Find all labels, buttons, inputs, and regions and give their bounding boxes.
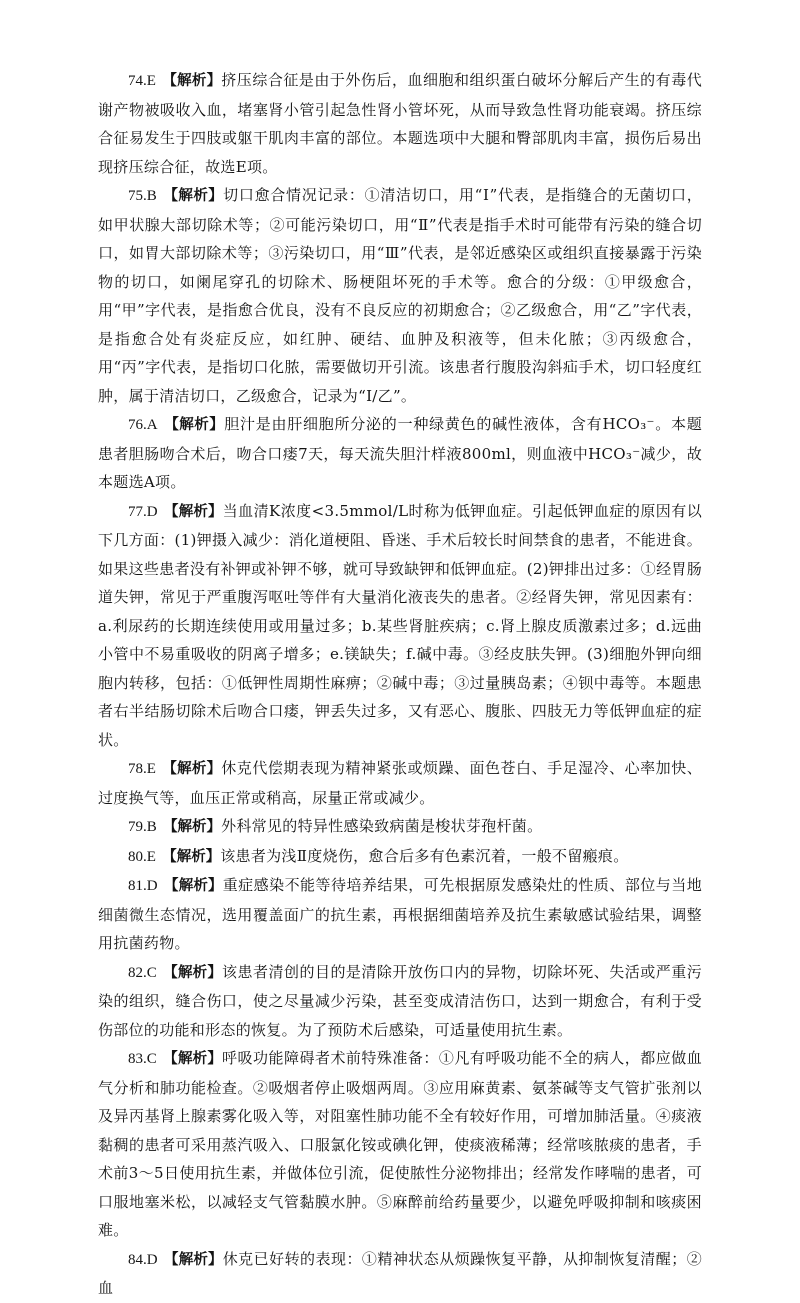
entry-77: 77.D 【解析】当血清K浓度<3.5mmol/L时称为低钾血症。引起低钾血症的原因有以下几方面：(1)钾摄入减少：消化道梗阻、昏迷、手术后较长时间禁食的患者，不能进食。如果这些患者没有补钾或补钾不够，就可导致缺钾和低钾血症。(2)钾排出过多：①经胃肠道失钾，常见于严重腹泻呕吐等伴有大量消化液丧失的患者。②经肾失钾，常见因素有：a.利尿药的长期连续使用或用量过多；b.某些肾脏疾病；c.肾上腺皮质激素过多；d.远曲小管中不易重吸收的阴离子增多；e.镁缺失；f.碱中毒。③经皮肤失钾。(3)细胞外钾向细胞内转移，包括：①低钾性周期性麻痹；②碱中毒；③过量胰岛素；④钡中毒等。本题患者右半结肠切除术后吻合口瘘，钾丢失过多，又有恶心、腹胀、四肢无力等低钾血症的症状。 bbox=[98, 501, 702, 749]
entry-76: 76.A 【解析】胆汁是由肝细胞所分泌的一种绿黄色的碱性液体，含有HCO₃⁻。本题患者胆肠吻合术后，吻合口瘘7天，每天流失胆汁样液800ml，则血液中HCO₃⁻减少，故本题选A项。 bbox=[98, 415, 703, 491]
entry-82: 82.C 【解析】该患者清创的目的是清除开放伤口内的异物，切除坏死、失活或严重污染的组织，缝合伤口，使之尽量减少污染，甚至变成清洁伤口，达到一期愈合，有利于受伤部位的功能和形态的恢复。为了预防术后感染，可适量使用抗生素。 bbox=[98, 962, 702, 1039]
entry-84: 84.D 【解析】休克已好转的表现：①精神状态从烦躁恢复平静，从抑制恢复清醒；②血 bbox=[98, 1249, 702, 1297]
entry-74: 74.E 【解析】挤压综合征是由于外伤后，血细胞和组织蛋白破坏分解后产生的有毒代谢产物被吸收入血，堵塞肾小管引起急性肾小管坏死，从而导致急性肾功能衰竭。挤压综合征易发生于四肢或躯干肌肉丰富的部位。本题选项中大腿和臀部肌肉丰富，损伤后易出现挤压综合征，故选E项。 bbox=[98, 71, 703, 176]
entry-80: 80.E 【解析】该患者为浅Ⅱ度烧伤，愈合后多有色素沉着，一般不留瘢痕。 bbox=[128, 846, 629, 865]
entry-79: 79.B 【解析】外科常见的特异性感染致病菌是梭状芽孢杆菌。 bbox=[128, 817, 543, 835]
entry-81: 81.D 【解析】重症感染不能等待培养结果，可先根据原发感染灶的性质、部位与当地细菌微生态情况，选用覆盖面广的抗生素，再根据细菌培养及抗生素敏感试验结果，调整用抗菌药物。 bbox=[98, 876, 702, 952]
entry-83: 83.C 【解析】呼吸功能障碍者术前特殊准备：①凡有呼吸功能不全的病人，都应做血气分析和肺功能检查。②吸烟者停止吸烟两周。③应用麻黄素、氨茶碱等支气管扩张剂以及异丙基肾上腺素雾化吸入等，对阻塞性肺功能不全有较好作用，可增加肺活量。④痰液黏稠的患者可采用蒸汽吸入、口服氯化铵或碘化钾，使痰液稀薄；经常咳脓痰的患者，手术前3～5日使用抗生素，并做体位引流，促使脓性分泌物排出；经常发作哮喘的患者，可口服地塞米松，以减轻支气管黏膜水肿。⑤麻醉前给药量要少，以避免呼吸抑制和咳痰困难。 bbox=[98, 1049, 702, 1239]
answer-explanations bbox=[98, 66, 702, 1303]
entry-78: 78.E 【解析】休克代偿期表现为精神紧张或烦躁、面色苍白、手足湿冷、心率加快、过度换气等，血压正常或稍高，尿量正常或减少。 bbox=[98, 759, 703, 807]
entry-75: 75.B 【解析】切口愈合情况记录：①清洁切口，用“Ⅰ”代表，是指缝合的无菌切口，如甲状腺大部切除术等；②可能污染切口，用“Ⅱ”代表是指手术时可能带有污染的缝合切口，如胃大部切除术等；③污染切口，用“Ⅲ”代表，是邻近感染区或组织直接暴露于污染物的切口，如阑尾穿孔的切除术、肠梗阻坏死的手术等。愈合的分级：①甲级愈合，用“甲”字代表，是指愈合优良，没有不良反应的初期愈合；②乙级愈合，用“乙”字代表，是指愈合处有炎症反应，如红肿、硬结、血肿及积液等，但未化脓；③丙级愈合，用“丙”字代表，是指切口化脓，需要做切开引流。该患者行腹股沟斜疝手术，切口轻度红肿，属于清洁切口，乙级愈合，记录为“Ⅰ/乙”。 bbox=[98, 186, 702, 405]
